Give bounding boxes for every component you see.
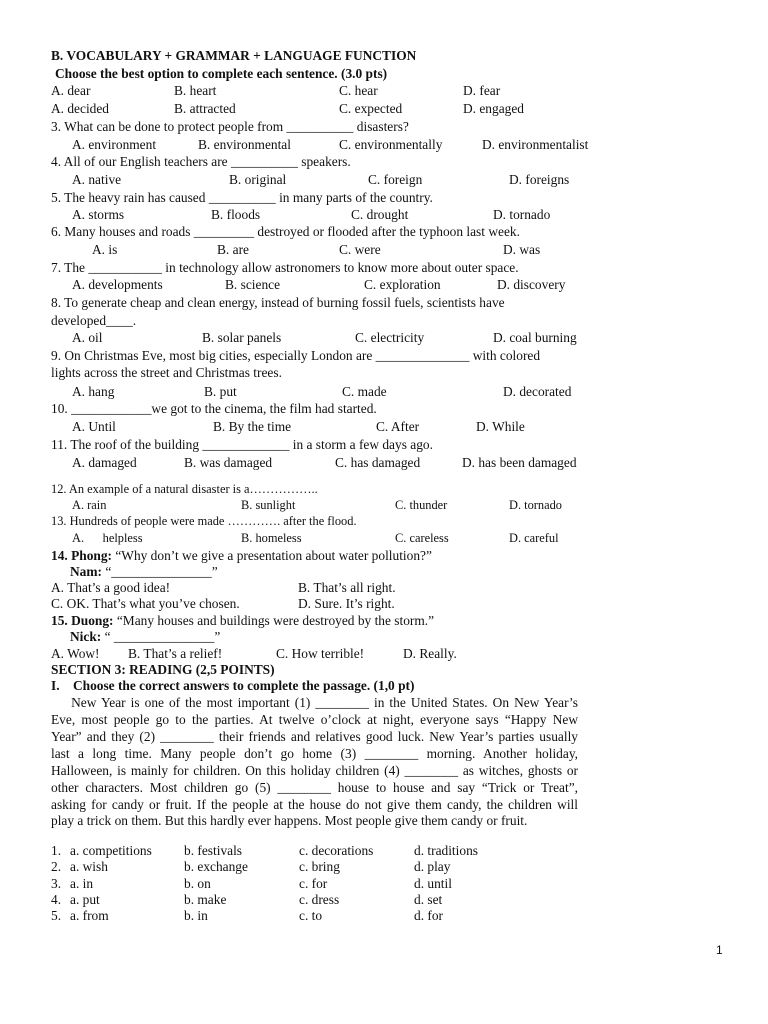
q12-option-d: D. tornado [509,498,562,512]
passage-line-2: Eve, most people go to the parties. At twelve o’clock at night, everyone says “Happy New [51,712,578,727]
q5-option-c: C. drought [351,207,409,222]
q2-option-b: B. attracted [174,101,236,116]
q1-option-a-text: A. dear [51,83,91,98]
q4-option-d: D. foreigns [509,172,570,187]
q9-option-a: A. hang [72,384,115,399]
q13-option-c: C. careless [395,531,449,545]
passage-line-4: last a long time. Many people don’t go home (3) ________ morning. Another holiday, [51,746,578,761]
q12-option-a: A. rain [72,498,107,512]
q11-option-c: C. has damaged [335,455,421,470]
q8-option-a: A. oil [72,330,103,345]
q8-option-b: B. solar panels [202,330,282,345]
q11-option-a: A. damaged [72,455,137,470]
section-b-title: B. VOCABULARY + GRAMMAR + LANGUAGE FUNCTION [51,48,417,63]
q5-option-a: A. storms [72,207,125,222]
q6-option-c: C. were [339,242,381,257]
passage-line-6: other characters. Most children go (5) ________ house to house and say “Trick or Treat”, [51,780,578,795]
answer-row-5-b: b. in [184,908,208,923]
answer-row-5-d: d. for [414,908,444,923]
passage-line-7: asking for candy or fruit. If the people at the house do not give them candy, the children will [51,797,578,812]
q1-option-b: B. heart [174,83,217,98]
answer-row-1-c: c. decorations [299,843,374,858]
q15-speaker-2: Nick: [70,629,102,644]
passage-line-3: Year” and they (2) ________ their friends and relatives good luck. New Year’s parties usually [51,729,578,744]
q14-dialogue-line1 [51,547,432,564]
q15-speaker-1: 15. Duong: [51,613,114,628]
q14-option-c: C. OK. That’s what you’ve chosen. [51,596,240,611]
answer-row-4-b: b. make [184,892,227,907]
q11-option-d: D. has been damaged [462,455,577,470]
q5-stem: 5. The heavy rain has caused __________ in many parts of the country. [51,190,433,205]
answer-row-4-d: d. set [414,892,443,907]
q2-option-d: D. engaged [463,101,524,116]
q12-stem: 12. An example of a natural disaster is a…………….. [51,482,318,496]
q15-option-c: C. How terrible! [276,646,365,661]
answer-row-3-number: 3. [51,876,62,891]
q10-option-a: A. Until [72,419,116,434]
q13-option-d: D. careful [509,531,559,545]
q15-option-d: D. Really. [403,646,457,661]
answer-row-4-number: 4. [51,892,62,907]
q13-option-a: A. helpless [72,531,143,545]
q6-option-a: A. is [92,242,118,257]
answer-row-4-a: a. put [70,892,100,907]
q7-option-c: C. exploration [364,277,441,292]
q14-dialogue-line2 [70,563,218,580]
q15-dialogue-line1 [51,612,434,629]
q3-option-b: B. environmental [198,137,291,152]
q4-stem: 4. All of our English teachers are __________ speakers. [51,154,351,169]
answer-row-2-b: b. exchange [184,859,248,874]
q6-stem: 6. Many houses and roads _________ destroyed or flooded after the typhoon last week. [51,224,520,239]
q14-option-a: A. That’s a good idea! [51,580,171,595]
q1-option-d: D. fear [463,83,501,98]
answer-row-5-c: c. to [299,908,323,923]
q11-option-b: B. was damaged [184,455,273,470]
q9-option-b: B. put [204,384,237,399]
q4-option-b: B. original [229,172,287,187]
q14-option-b: B. That’s all right. [298,580,396,595]
q15-line-2: “ _______________” [101,629,221,644]
answer-row-1-b: b. festivals [184,843,243,858]
answer-row-1-number: 1. [51,843,62,858]
q15-dialogue-line2 [70,628,220,645]
section-b-instruction: Choose the best option to complete each sentence. (3.0 pts) [55,66,388,81]
q13-stem: 13. Hundreds of people were made …………. after the flood. [51,514,357,528]
q10-option-d: D. While [476,419,525,434]
answer-row-2-a: a. wish [70,859,108,874]
answer-row-2-d: d. play [414,859,451,874]
q14-speaker-1: 14. Phong: [51,548,113,563]
q10-option-b: B. By the time [213,419,292,434]
q11-stem: 11. The roof of the building _____________ in a storm a few days ago. [51,437,433,452]
section-3-title: SECTION 3: READING (2,5 POINTS) [51,662,275,677]
answer-row-3-c: c. for [299,876,328,891]
q7-stem: 7. The ___________ in technology allow astronomers to know more about outer space. [51,260,519,275]
answer-row-1-d: d. traditions [414,843,478,858]
q8-stem-line1: 8. To generate cheap and clean energy, instead of burning fossil fuels, scientists have [51,295,505,310]
q15-option-b: B. That’s a relief! [128,646,223,661]
q3-option-c: C. environmentally [339,137,443,152]
q3-stem: 3. What can be done to protect people from __________ disasters? [51,119,409,134]
answer-row-2-number: 2. [51,859,62,874]
q6-option-d: D. was [503,242,541,257]
q2-option-c: C. expected [339,101,403,116]
q13-option-b: B. homeless [241,531,302,545]
q4-option-c: C. foreign [368,172,423,187]
passage-line-8: play a trick on them. But this hardly ever happens. Most people give them candy or fruit. [51,813,528,828]
q15-line-1: “Many houses and buildings were destroyed by the storm.” [113,613,435,628]
q5-option-d: D. tornado [493,207,551,222]
q3-option-d: D. environmentalist [482,137,589,152]
q9-stem-line1: 9. On Christmas Eve, most big cities, especially London are ______________ with colored [51,348,541,363]
answer-row-4-c: c. dress [299,892,340,907]
q14-line-2: “_______________” [101,564,218,579]
answer-row-3-a: a. in [70,876,94,891]
q5-option-b: B. floods [211,207,261,222]
answer-row-1-a: a. competitions [70,843,152,858]
q14-speaker-2: Nam: [70,564,102,579]
passage-line-5: Halloween, is mainly for children. On this holiday children (4) ________ as witches, ghosts or [51,763,578,778]
q8-stem-line2: developed____. [51,313,137,328]
q8-option-d: D. coal burning [493,330,577,345]
q9-stem-line2: lights across the street and Christmas trees. [51,365,282,380]
q2-option-a: A. decided [51,101,110,116]
answer-row-5-a: a. from [70,908,109,923]
q4-option-a: A. native [72,172,122,187]
q9-option-c: C. made [342,384,387,399]
q12-option-c: C. thunder [395,498,448,512]
q14-line-1: “Why don’t we give a presentation about water pollution?” [112,548,432,563]
q1-option-c: C. hear [339,83,378,98]
q7-option-d: D. discovery [497,277,566,292]
q15-option-a: A. Wow! [51,646,100,661]
page-number: 1 [716,943,723,957]
answer-row-2-c: c. bring [299,859,340,874]
q9-option-d: D. decorated [503,384,572,399]
q7-option-a: A. developments [72,277,163,292]
q6-option-b: B. are [217,242,249,257]
answer-row-3-b: b. on [184,876,211,891]
reading-part-1-title: I. Choose the correct answers to complete the passage. (1,0 pt) [51,678,415,693]
q10-option-c: C. After [376,419,420,434]
q3-option-a: A. environment [72,137,157,152]
q7-option-b: B. science [225,277,281,292]
q10-stem: 10. ____________we got to the cinema, the film had started. [51,401,377,416]
q1-option-a [51,82,90,99]
q14-option-d: D. Sure. It’s right. [298,596,395,611]
answer-row-5-number: 5. [51,908,62,923]
passage-line-1: New Year is one of the most important (1) ________ in the United States. On New Year’s [51,695,578,710]
q12-option-b: B. sunlight [241,498,296,512]
answer-row-3-d: d. until [414,876,452,891]
q8-option-c: C. electricity [355,330,425,345]
